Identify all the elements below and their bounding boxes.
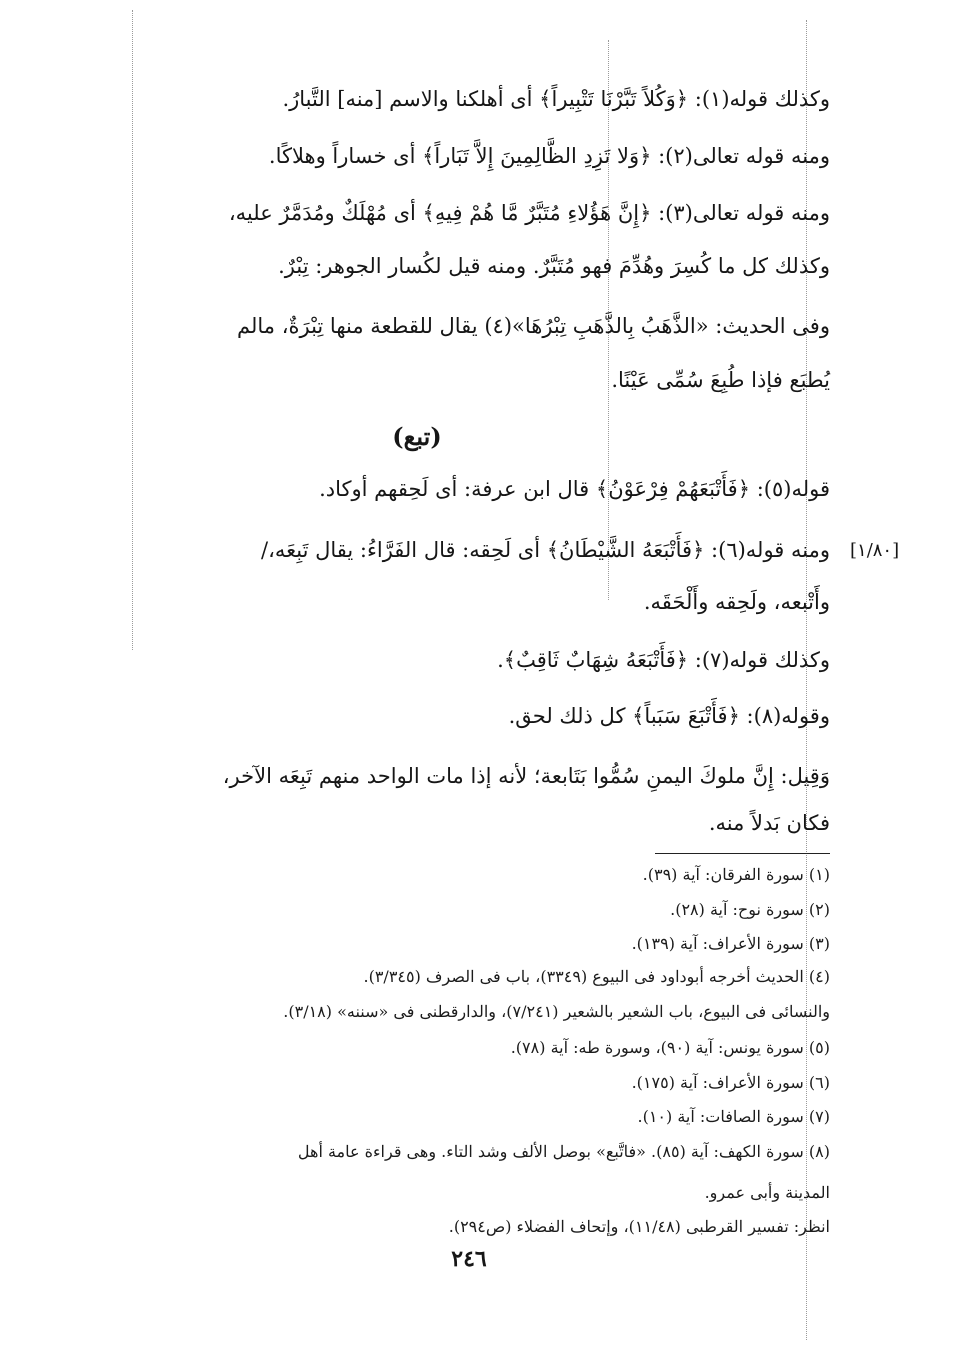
body-line-3: ومنه قوله تعالى(٣): ﴿إِنَّ هَؤُلاءِ مُتَبَّرٌ مَّا هُمْ فِيهِ﴾ أى مُهْلَكٌ ومُدَمَّرٌ عليه، bbox=[228, 201, 830, 225]
body-line-7: قوله(٥): ﴿فَأَتْبَعَهُمْ فِرْعَوْنُ﴾ قال ابن عرفة: أى لَحِقهم أوكاد. bbox=[319, 477, 830, 501]
margin-folio-note: [١/٨٠] bbox=[850, 540, 900, 561]
body-line-13: فكان بَدلاً منه. bbox=[708, 811, 830, 835]
section-heading-text: (تبع) bbox=[392, 422, 442, 451]
body-line-11: وقوله(٨): ﴿فَأَتْبَعَ سَبَباً﴾ كل ذلك لحق. bbox=[508, 704, 830, 728]
body-line-8: ومنه قوله(٦): ﴿فَأَتْبَعَهُ الشَّيْطَانُ﴾ أى لَحِقه: قال الفَرَّاءُ: يقال تَبِعَه،/ bbox=[261, 538, 830, 562]
page-number-text: ٢٤٦ bbox=[451, 1246, 487, 1272]
page-number bbox=[0, 1246, 954, 1272]
body-line-6: يُطبَع فإذا طُبِعَ سُمِّى عَيْنًا. bbox=[611, 368, 830, 392]
footnote-1: (١) سورة الفرقان: آية (٣٩). bbox=[642, 865, 830, 884]
body-line-9: وأَتْبعه، ولَحِقه وأَلْحَقَه. bbox=[643, 590, 830, 614]
body-line-10: وكذلك قوله(٧): ﴿فَأَتْبَعَهُ شِهَابٌ ثَاقِبٌ﴾. bbox=[497, 648, 830, 672]
body-line-1: وكذلك قوله(١): ﴿وَكُلاً تَبَّرْنَا تَتْبِيراً﴾ أى أهلكنا والاسم [منه] التَّبارُ. bbox=[282, 87, 830, 111]
footnote-4: (٤) الحديث أخرجه أبوداود فى البيوع (٣٣٤٩)، باب فى الصرف (٣/٣٤٥). bbox=[363, 967, 830, 986]
body-line-12: وَقِيل: إِنَّ ملوكَ اليمنِ سُمُّوا بَتَابعة؛ لأنه إذا مات الواحد منهم تَبِعَه الآخر، bbox=[222, 764, 830, 788]
footnote-8-continued: المدينة وأبى عمرو. bbox=[704, 1183, 830, 1202]
footnote-3: (٣) سورة الأعراف: آية (١٣٩). bbox=[631, 934, 830, 953]
footnote-6: (٦) سورة الأعراف: آية (١٧٥). bbox=[631, 1073, 830, 1092]
body-line-2: ومنه قوله تعالى(٢): ﴿وَلا تَزِدِ الظَّالِمِينَ إِلاَّ تَبَاراً﴾ أى خساراً وهلاكًا. bbox=[268, 144, 830, 168]
footnote-8-reference: انظر: تفسير القرطبى (١١/٤٨)، وإتحاف الفضلاء (ص٢٩٤). bbox=[448, 1217, 830, 1236]
section-heading bbox=[0, 420, 954, 454]
footnote-5: (٥) سورة يونس: آية (٩٠)، وسورة طه: آية (٧٨). bbox=[510, 1038, 830, 1057]
footnote-4-continued: والنسائى فى البيوع، باب الشعير بالشعير (٧/٢٤١)، والدارقطنى فى «سننه» (٣/١٨). bbox=[283, 1002, 830, 1021]
body-line-5: وفى الحديث: «الذَّهَبُ بِالذَّهَبِ تِبْرُهَا»(٤) يقال للقطعة منها تِبْرَةٌ، مالم bbox=[237, 314, 830, 338]
scan-dotted-line bbox=[132, 10, 133, 650]
footnote-7: (٧) سورة الصافات: آية (١٠). bbox=[637, 1107, 830, 1126]
body-line-4: وكذلك كل ما كُسِرَ وهُدِّمَ فهو مُتَبَّرٌ. ومنه قيل لكُسار الجوهر: تِبْرٌ. bbox=[278, 254, 830, 278]
footnote-8: (٨) سورة الكهف: آية (٨٥). «فاتَّبع» بوصل الألف وشد التاء. وهى قراءة عامة أهل bbox=[297, 1142, 830, 1161]
footnote-2: (٢) سورة نوح: آية (٢٨). bbox=[670, 900, 830, 919]
footnote-separator bbox=[655, 853, 830, 854]
